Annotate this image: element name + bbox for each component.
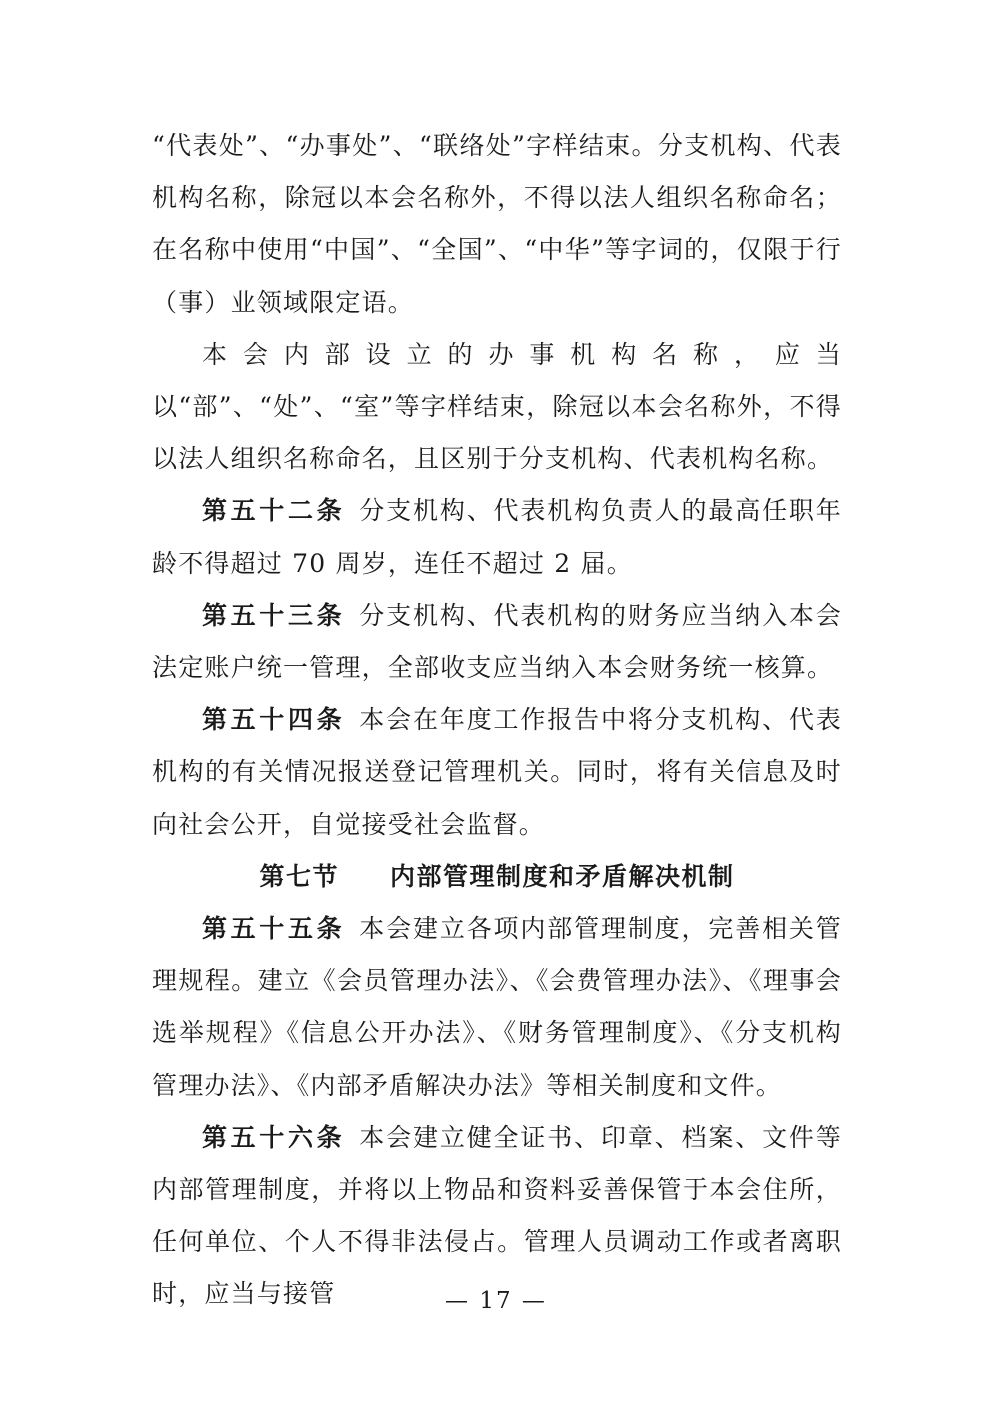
section-title: 第七节 内部管理制度和矛盾解决机制 [259,861,735,891]
paragraph-office-names: 本会内部设立的办事机构名称，应当以“部”、“处”、“室”等字样结束，除冠以本会名称外，不得以法人组织名称命名，且区别于分支机构、代表机构名称。 [152,339,842,474]
article-text: 本会建立各项内部管理制度，完善相关管理规程。建立《会员管理办法》、《会费管理办法》、《理事会选举规程》《信息公开办法》、《财务管理制度》、《分支机构管理办法》、《内部矛盾解决办法》等相关制度和文件。 [152,914,842,1100]
article-text: 本会建立健全证书、印章、档案、文件等内部管理制度，并将以上物品和资料妥善保管于本会住所，任何单位、个人不得非法侵占。管理人员调动工作或者离职时，应当与接管 [152,1122,842,1309]
page-number: — 17 — [445,1288,547,1314]
paragraph-name-rules: “代表处”、“办事处”、“联络处”字样结束。分支机构、代表机构名称，除冠以本会名称外，不得以法人组织名称命名；在名称中使用“中国”、“全国”、“中华”等字词的，仅限于行（事）业领域限定语。 [152,131,842,317]
article-number: 第五十三条 [202,600,346,630]
document-body [152,120,842,1321]
article-52 [152,485,842,589]
article-54 [152,694,842,851]
article-text: 分支机构、代表机构的财务应当纳入本会法定账户统一管理，全部收支应当纳入本会财务统一核算。 [152,600,842,683]
article-55 [152,903,842,1112]
article-number: 第五十四条 [202,705,346,735]
article-number: 第五十五条 [202,914,346,944]
article-number: 第五十二条 [202,496,346,526]
article-53 [152,590,842,694]
article-text: 本会在年度工作报告中将分支机构、代表机构的有关情况报送登记管理机关。同时，将有关信息及时向社会公开，自觉接受社会监督。 [152,705,842,839]
article-number: 第五十六条 [202,1122,346,1152]
article-text: 分支机构、代表机构负责人的最高任职年龄不得超过 70 周岁，连任不超过 2 届。 [152,496,842,578]
